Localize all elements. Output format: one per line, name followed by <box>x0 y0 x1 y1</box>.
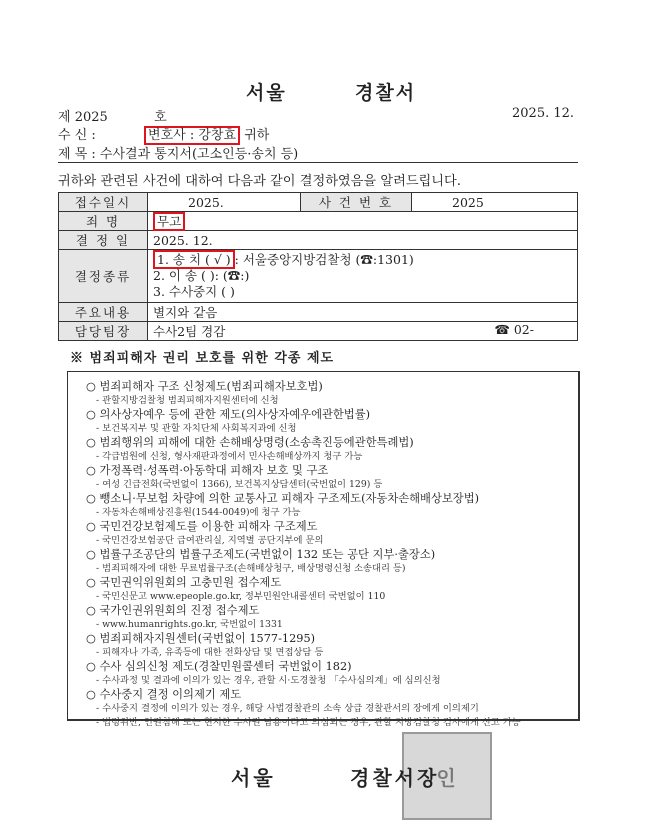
list-item-sub: - 법령위반, 인권침해 또는 현저한 수사권 남용이라고 의심되는 경우, 관할 지방검찰청 검사에게 신고 가능 <box>96 717 521 728</box>
circle-bullet-icon: ○ <box>86 660 100 673</box>
list-item: ○ 범죄피해자지원센터(국번없이 1577-1295) <box>86 632 316 645</box>
case-value: 2025 <box>412 193 578 212</box>
circle-bullet-icon: ○ <box>86 492 100 505</box>
circle-bullet-icon: ○ <box>86 688 100 701</box>
list-item-sub: - 자동차손해배상진흥원(1544-0049)에 청구 가능 <box>96 507 301 518</box>
recipient-line <box>58 124 269 143</box>
doc-date: 2025. 12. <box>512 106 575 121</box>
main-content-label: 주요내용 <box>59 303 148 322</box>
receipt-label: 접수일시 <box>59 193 148 212</box>
signature-office: 경찰서장 <box>350 766 440 790</box>
charge-value: 무고 <box>153 212 185 231</box>
list-item-sub: - 여성 긴급전화(국번없이 1366), 보건복지상담센터(국번없이 129) 등 <box>96 479 383 490</box>
list-item: ○ 범죄피해자 구조 신청제도(범죄피해자보호법) <box>86 380 323 393</box>
signature-city: 서울 <box>231 766 276 790</box>
subject-value: 수사결과 통지서(고소인등·송치 등) <box>99 147 299 162</box>
title-city: 서울 <box>246 82 287 104</box>
intro-text: 귀하와 관련된 사건에 대하여 다음과 같이 결정하였음을 알려드립니다. <box>58 174 461 189</box>
list-item-sub: - 수사중지 결정에 이의가 있는 경우, 해당 사법경찰관의 소속 상급 경찰관서의 장에게 이의제기 <box>96 703 479 714</box>
decision-date-label: 결 정 일 <box>59 231 148 250</box>
option-suspension: 3. 수사중지 ( ) <box>153 284 235 299</box>
team-leader-label: 담당팀장 <box>59 322 148 341</box>
circle-bullet-icon: ○ <box>86 380 100 393</box>
seal-icon: 인 <box>436 765 458 790</box>
list-item: ○ 법률구조공단의 법률구조제도(국번없이 132 또는 공단 지부·출장소) <box>86 548 436 561</box>
option-referral-detail: : 서울중앙지방검찰청 (☎:1301) <box>234 252 414 267</box>
doc-number: 제 2025 호 <box>58 110 167 125</box>
circle-bullet-icon: ○ <box>86 576 100 589</box>
circle-bullet-icon: ○ <box>86 464 100 477</box>
list-item: ○ 범죄행위의 피해에 대한 손해배상명령(소송촉진등에관한특례법) <box>86 436 414 449</box>
list-item-sub: - 국민신문고 www.epeople.go.kr, 정부민원안내콜센터 국번없이 110 <box>96 591 386 602</box>
programs-box <box>67 371 580 728</box>
list-item-sub: - 관할지방검찰청 범죄피해자지원센터에 신청 <box>96 395 279 406</box>
section-title: ※ 범죄피해자 권리 보호를 위한 각종 제도 <box>70 351 335 366</box>
list-item: ○ 뺑소니·무보험 차량에 의한 교통사고 피해자 구조제도(자동차손해배상보장법) <box>86 492 480 505</box>
list-item-sub: - 보건복지부 및 관할 자치단체 사회복지과에 신청 <box>96 423 297 434</box>
list-item: ○ 국가인권위원회의 진정 접수제도 <box>86 604 260 617</box>
main-content-value: 별지와 같음 <box>148 303 578 322</box>
list-item: ○ 가정폭력·성폭력·아동학대 피해자 보호 및 구조 <box>86 464 329 477</box>
option-referral: 1. 송 치 ( √ ) <box>153 250 235 269</box>
list-item-sub: - 수사과정 및 결과에 이의가 있는 경우, 관할 시·도경찰청 「수사심의계」에 심의신청 <box>96 675 441 686</box>
list-item: ○ 수사중지 결정 이의제기 제도 <box>86 688 242 701</box>
circle-bullet-icon: ○ <box>86 408 100 421</box>
recipient-suffix: 귀하 <box>244 128 270 143</box>
circle-bullet-icon: ○ <box>86 632 100 645</box>
list-item-sub: - 피해자나 가족, 유족등에 대한 전화상담 및 면접상담 등 <box>96 647 324 658</box>
recipient-label: 수 신 : <box>58 128 96 143</box>
circle-bullet-icon: ○ <box>86 436 100 449</box>
charge-label: 죄 명 <box>59 212 148 231</box>
header-divider <box>58 162 578 163</box>
list-item-sub: - 국민건강보험공단 급여관리실, 지역별 공단지부에 문의 <box>96 535 324 546</box>
programs-list <box>86 380 521 730</box>
list-item: ○ 의사상자예우 등에 관한 제도(의사상자예우에관한법률) <box>86 408 371 421</box>
team-leader-phone: ☎ 02- <box>494 322 534 337</box>
circle-bullet-icon: ○ <box>86 604 100 617</box>
title-office: 경찰서 <box>355 82 417 104</box>
decision-type-label: 결정종류 <box>59 250 148 303</box>
circle-bullet-icon: ○ <box>86 520 100 533</box>
subject-line <box>58 143 298 162</box>
subject-label: 제 목 : <box>58 147 96 162</box>
list-item: ○ 국민건강보험제도를 이용한 피해자 구조제도 <box>86 520 318 533</box>
circle-bullet-icon: ○ <box>86 548 100 561</box>
result-table <box>58 192 578 341</box>
list-item-sub: - www.humanrights.go.kr, 국번없이 1331 <box>96 619 283 630</box>
list-item: ○ 수사 심의신청 제도(경찰민원콜센터 국번없이 182) <box>86 660 352 673</box>
list-item-sub: - 범죄피해자에 대한 무료법률구조(손해배상청구, 배상명령신청 소송대리 등) <box>96 563 406 574</box>
decision-date-value: 2025. 12. <box>148 231 578 250</box>
receipt-value: 2025. <box>148 193 301 212</box>
list-item: ○ 국민권익위원회의 고충민원 접수제도 <box>86 576 282 589</box>
team-leader-value: 수사2팀 경감 <box>153 324 226 339</box>
recipient-value: 변호사 : 강창효 <box>144 126 240 145</box>
case-label: 사 건 번 호 <box>301 193 412 212</box>
list-item-sub: - 각급법원에 신청, 형사재판과정에서 민사손해배상까지 청구 가능 <box>96 451 363 462</box>
option-transfer: 2. 이 송 ( ): (☎:) <box>153 268 250 283</box>
